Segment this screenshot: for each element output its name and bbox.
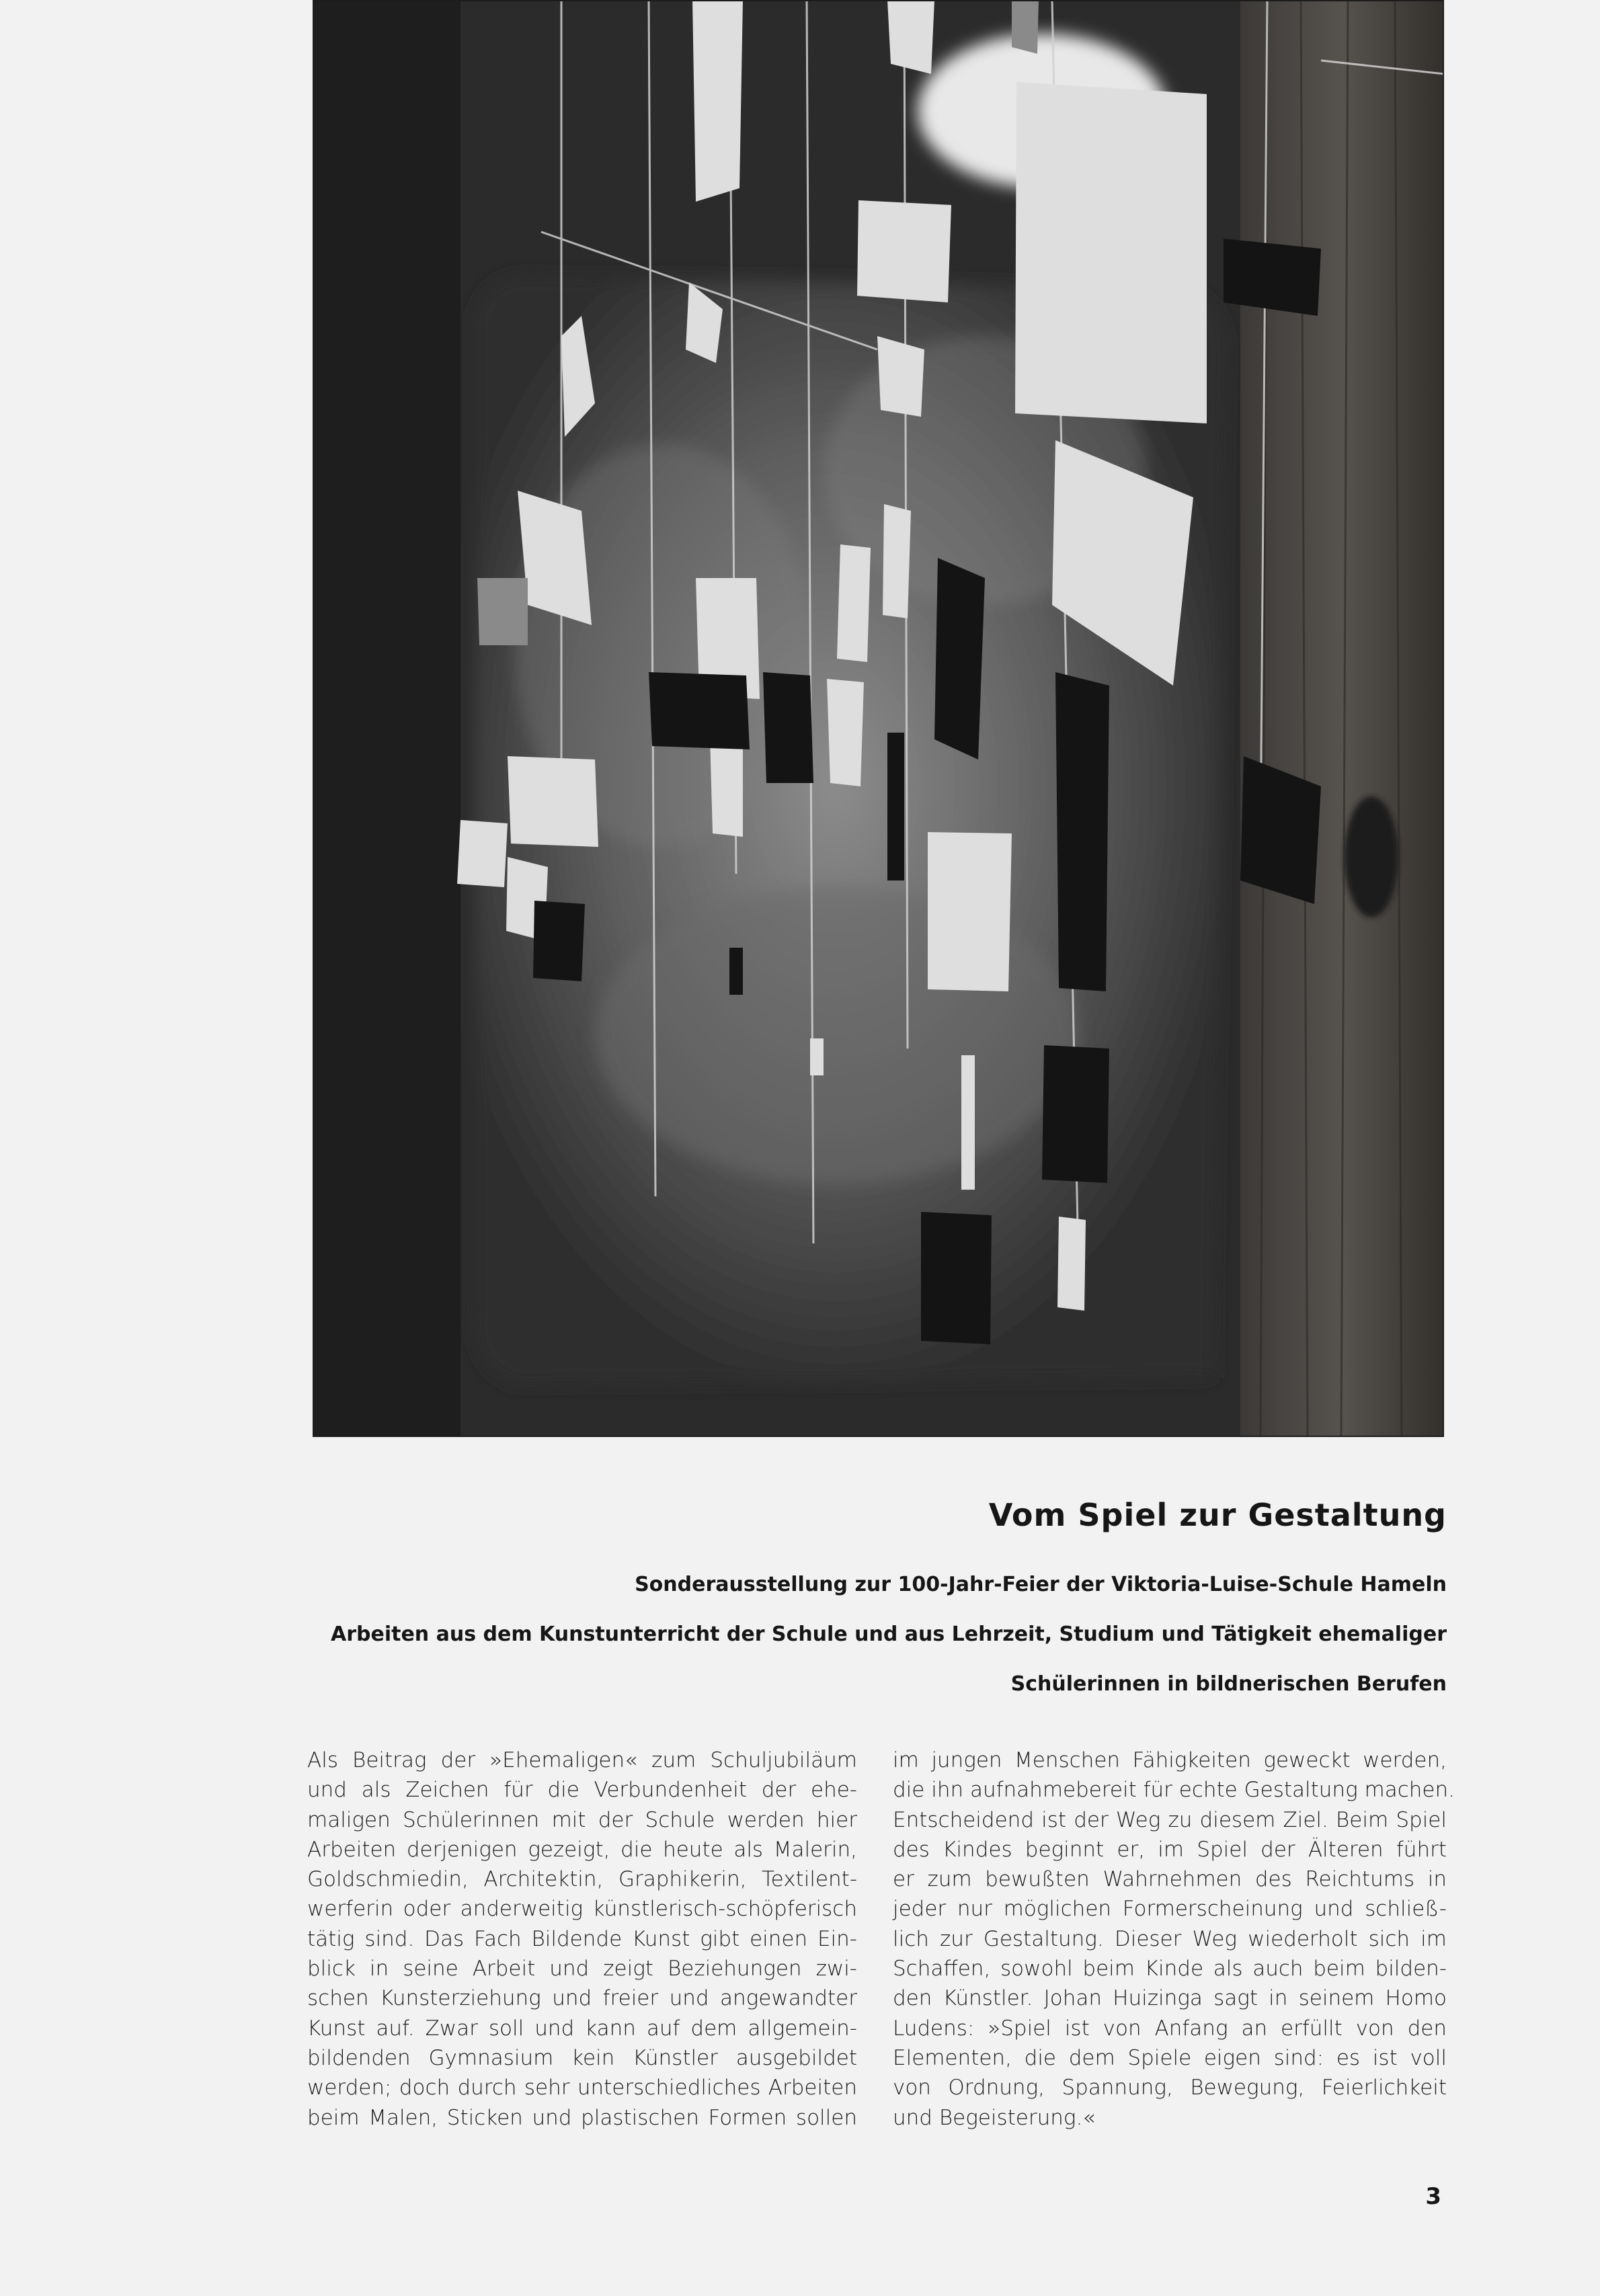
text-line: Goldschmiedin, Architektin, Graphikerin, Textilent- — [307, 1867, 857, 1892]
text-line: Elementen, die dem Spiele eigen sind: es ist voll — [893, 2045, 1447, 2070]
text-line: von Ordnung, Spannung, Bewegung, Feierlichkeit — [893, 2076, 1447, 2100]
text-line: und als Zeichen für die Verbundenheit der ehe- — [307, 1778, 857, 1803]
text-line: lich zur Gestaltung. Dieser Weg wiederholt sich im — [893, 1926, 1447, 1951]
text-line: und Begeisterung.« — [893, 2105, 1096, 2130]
text-line: die ihn aufnahmebereit für echte Gestaltung machen. — [893, 1778, 1455, 1803]
text-line: Schaffen, sowohl beim Kinde als auch beim bilden- — [893, 1957, 1447, 1981]
article-title: Vom Spiel zur Gestaltung — [988, 1497, 1447, 1533]
text-line: tätig sind. Das Fach Bildende Kunst gibt einen Ein- — [307, 1926, 857, 1951]
subtitle-line: Arbeiten aus dem Kunstunterricht der Schule und aus Lehrzeit, Studium und Tätigkeit ehemaliger — [331, 1623, 1447, 1646]
text-line: des Kindes beginnt er, im Spiel der Älteren führt — [893, 1837, 1447, 1862]
text-line: Arbeiten derjenigen gezeigt, die heute als Malerin, — [307, 1837, 857, 1862]
text-line: blick in seine Arbeit und zeigt Beziehungen zwi- — [307, 1957, 857, 1981]
text-line: werferin oder anderweitig künstlerisch-schöpferisch — [307, 1897, 857, 1922]
text-line: er zum bewußten Wahrnehmen des Reichtums in — [893, 1867, 1447, 1892]
text-line: Kunst auf. Zwar soll und kann auf dem allgemein- — [307, 2016, 857, 2041]
text-line: schen Kunsterziehung und freier und angewandter — [307, 1986, 857, 2011]
text-line: Entscheidend ist der Weg zu diesem Ziel. Beim Spiel — [893, 1807, 1447, 1832]
text-line: bildenden Gymnasium kein Künstler ausgebildet — [307, 2045, 857, 2070]
right-text-column — [893, 1746, 1455, 2133]
mobile-sculpture-photo — [313, 0, 1444, 1437]
text-line: Als Beitrag der »Ehemaligen« zum Schuljubiläum — [307, 1748, 857, 1772]
text-line: maligen Schülerinnen mit der Schule werden hier — [307, 1807, 857, 1832]
photo-graphic — [313, 0, 1444, 1437]
text-line: werden; doch durch sehr unterschiedliches Arbeiten — [307, 2076, 857, 2100]
subtitle-line: Sonderausstellung zur 100-Jahr-Feier der Viktoria-Luise-Schule Hameln — [635, 1573, 1447, 1596]
text-line: beim Malen, Sticken und plastischen Formen sollen — [307, 2105, 857, 2130]
left-text-column — [307, 1746, 857, 2133]
subtitle-line: Schülerinnen in bildnerischen Berufen — [1010, 1672, 1447, 1696]
text-line: jeder nur möglichen Formerscheinung und schließ- — [893, 1897, 1447, 1922]
text-line: im jungen Menschen Fähigkeiten geweckt werden, — [893, 1748, 1447, 1772]
text-line: den Künstler. Johan Huizinga sagt in seinem Homo — [893, 1986, 1447, 2011]
page-number: 3 — [1425, 2183, 1441, 2210]
text-line: Ludens: »Spiel ist von Anfang an erfüllt von den — [893, 2016, 1447, 2041]
